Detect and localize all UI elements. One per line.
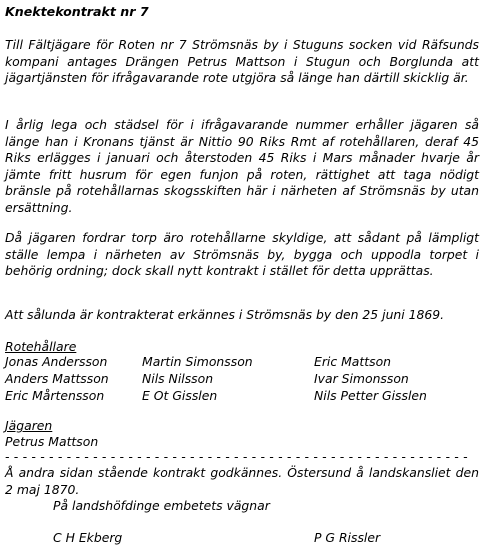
signatory-name: Ivar Simonsson [314, 371, 409, 386]
separator-line: - - - - - - - - - - - - - - - - - - - - - - - - - - - - - - - - - - - - - - - - - - - - - - - - - - - - - [5, 449, 468, 464]
paragraph-appointment: Till Fältjägare för Roten nr 7 Strömsnäs by i Stuguns socken vid Räfsunds kompani antages Drängen Petrus Mattson i Stugun och Borglunda att jägartjänsten för ifrågavarande rote utgjöra så länge han därtill skicklig är. [5, 37, 479, 86]
signature-row [5, 354, 479, 371]
paragraph-agreement: Att sålunda är kontrakterat erkännes i Strömsnäs by den 25 juni 1869. [5, 307, 445, 322]
signatory-name: Eric Mattson [314, 354, 392, 369]
signatory-name: Eric Mårtensson [5, 388, 105, 403]
endorsement-signature-left: C H Ekberg [53, 530, 123, 545]
signatory-name: Nils Petter Gisslen [314, 388, 427, 403]
signatory-name: Nils Nilsson [142, 371, 214, 386]
paragraph-croft: Då jägaren fordrar torp äro rotehållarne skyldige, att sådant på lämpligt ställe lempa i närheten av Strömsnäs by, bygga och uppodla torpet i behörig ordning; dock skall nytt kontrakt i stället för detta upprättas. [5, 230, 479, 279]
endorsement-on-behalf: På landshöfdinge embetets vägnar [53, 498, 270, 513]
signatory-name: E Ot Gisslen [142, 388, 218, 403]
jagaren-name: Petrus Mattson [5, 434, 99, 449]
paragraph-wages: I årlig lega och städsel för i ifrågavarande nummer erhåller jägaren så länge han i Kronans tjänst är Nittio 90 Riks Rmt af rotehållaren, deraf 45 Riks erlägges i januari och återstoden 45 Riks i Mars månader hvarje år jämte fritt husrum för egen funjon på roten, rättighet att taga nödigt bränsle på rotehållarnas skogsskiften här i närheten af Strömsnäs by utan ersättning. [5, 117, 479, 215]
rotehallare-heading: Rotehållare [5, 339, 77, 354]
document-title: Knektekontrakt nr 7 [5, 4, 149, 19]
signature-row [5, 388, 479, 405]
jagaren-heading: Jägaren [5, 418, 53, 433]
endorsement-signature-right: P G Rissler [314, 530, 381, 545]
signatory-name: Anders Mattsson [5, 371, 109, 386]
signature-row [5, 371, 479, 388]
signatory-name: Martin Simonsson [142, 354, 253, 369]
signatory-name: Jonas Andersson [5, 354, 108, 369]
endorsement-text: Å andra sidan stående kontrakt godkännes. Östersund å landskansliet den 2 maj 1870. [5, 465, 479, 497]
